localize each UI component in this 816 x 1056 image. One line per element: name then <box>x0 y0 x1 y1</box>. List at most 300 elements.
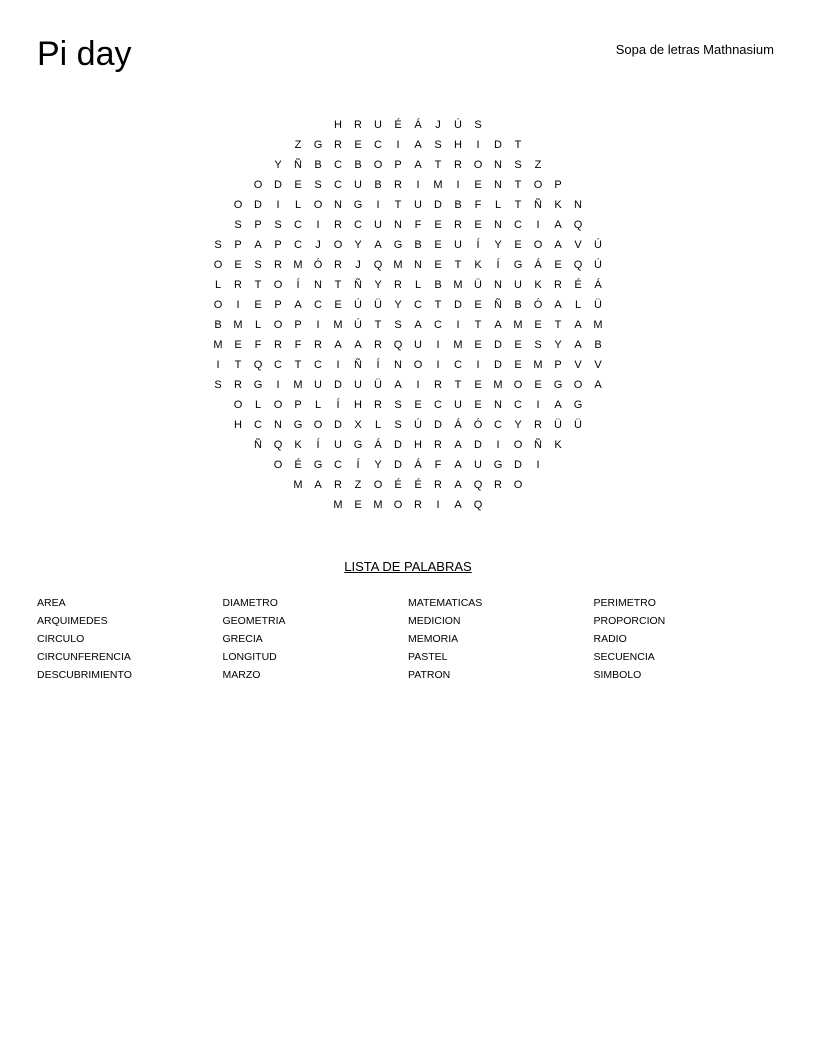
grid-letter: E <box>474 339 482 351</box>
grid-letter: R <box>394 179 402 191</box>
grid-letter: C <box>454 359 462 371</box>
grid-letter: T <box>474 319 482 331</box>
grid-letter: D <box>274 179 282 191</box>
grid-letter: C <box>514 399 522 411</box>
grid-letter: R <box>334 139 342 151</box>
grid-letter: G <box>293 419 303 431</box>
grid-letter: U <box>374 119 382 131</box>
grid-letter: Ü <box>374 379 382 391</box>
grid-letter: M <box>433 179 443 191</box>
grid-letter: Ñ <box>294 159 302 171</box>
grid-letter: Q <box>393 339 403 351</box>
grid-letter: T <box>234 359 242 371</box>
grid-row <box>208 375 608 395</box>
grid-letter: R <box>234 379 242 391</box>
grid-letter: E <box>514 239 522 251</box>
grid-letter: R <box>274 339 282 351</box>
grid-letter: R <box>334 219 342 231</box>
grid-letter: E <box>534 319 542 331</box>
grid-row <box>208 255 608 275</box>
grid-letter: R <box>434 379 442 391</box>
grid-letter: Q <box>273 439 283 451</box>
grid-row <box>208 315 608 335</box>
grid-letter: A <box>554 219 562 231</box>
grid-letter: R <box>494 479 502 491</box>
grid-letter: L <box>254 319 262 331</box>
grid-letter: O <box>273 459 283 471</box>
grid-letter: Y <box>374 459 382 471</box>
grid-letter: G <box>513 259 523 271</box>
grid-letter: M <box>453 339 463 351</box>
grid-letter: E <box>474 299 482 311</box>
grid-letter: Z <box>534 159 542 171</box>
word-list-item: DIAMETRO <box>222 597 278 609</box>
grid-letter: I <box>336 359 340 371</box>
grid-letter: G <box>493 459 503 471</box>
grid-letter: U <box>514 279 522 291</box>
grid-letter: Ú <box>594 239 602 251</box>
word-list-item: MEDICION <box>408 615 461 627</box>
grid-letter: L <box>574 299 582 311</box>
grid-letter: U <box>454 239 462 251</box>
grid-row <box>208 395 608 415</box>
grid-letter: E <box>474 399 482 411</box>
grid-letter: E <box>474 179 482 191</box>
grid-row <box>208 475 608 495</box>
grid-letter: Q <box>253 359 263 371</box>
word-list-column <box>37 594 217 684</box>
grid-letter: O <box>253 179 263 191</box>
grid-letter: A <box>574 339 582 351</box>
grid-letter: L <box>214 279 222 291</box>
grid-letter: J <box>315 239 321 251</box>
grid-letter: Q <box>473 499 483 511</box>
grid-letter: D <box>394 459 402 471</box>
grid-letter: O <box>233 199 243 211</box>
grid-letter: N <box>414 259 422 271</box>
grid-letter: Y <box>514 419 522 431</box>
grid-letter: T <box>334 279 342 291</box>
grid-letter: T <box>374 319 382 331</box>
grid-letter: E <box>294 179 302 191</box>
grid-letter: Z <box>294 139 302 151</box>
grid-letter: L <box>254 399 262 411</box>
grid-letter: O <box>513 479 523 491</box>
grid-letter: Í <box>296 279 300 291</box>
grid-letter: U <box>314 379 322 391</box>
grid-letter: C <box>314 299 322 311</box>
grid-letter: Ú <box>454 119 462 131</box>
grid-letter: Ó <box>473 419 483 431</box>
grid-letter: O <box>373 159 383 171</box>
grid-letter: E <box>514 339 522 351</box>
grid-letter: É <box>394 119 402 131</box>
grid-letter: U <box>414 199 422 211</box>
grid-letter: S <box>214 379 222 391</box>
grid-letter: A <box>394 379 402 391</box>
grid-letter: M <box>213 339 223 351</box>
grid-letter: G <box>353 199 363 211</box>
grid-letter: C <box>334 459 342 471</box>
grid-letter: N <box>494 399 502 411</box>
grid-letter: O <box>213 259 223 271</box>
grid-letter: T <box>514 199 522 211</box>
grid-letter: B <box>514 299 522 311</box>
grid-letter: O <box>373 479 383 491</box>
grid-letter: D <box>494 139 502 151</box>
grid-letter: I <box>536 219 540 231</box>
grid-letter: A <box>554 299 562 311</box>
grid-letter: R <box>274 259 282 271</box>
grid-letter: C <box>354 219 362 231</box>
grid-letter: C <box>434 399 442 411</box>
grid-letter: Ü <box>594 299 602 311</box>
grid-letter: I <box>216 359 220 371</box>
grid-letter: Y <box>394 299 402 311</box>
grid-letter: C <box>334 179 342 191</box>
grid-letter: T <box>254 279 262 291</box>
grid-letter: D <box>254 199 262 211</box>
grid-letter: S <box>314 179 322 191</box>
grid-letter: O <box>313 199 323 211</box>
grid-letter: H <box>414 439 422 451</box>
grid-letter: É <box>394 479 402 491</box>
grid-letter: R <box>334 259 342 271</box>
grid-letter: E <box>434 239 442 251</box>
grid-row <box>208 115 608 135</box>
grid-letter: G <box>313 139 323 151</box>
grid-letter: A <box>454 459 462 471</box>
grid-letter: C <box>294 219 302 231</box>
grid-letter: U <box>354 379 362 391</box>
grid-letter: M <box>293 379 303 391</box>
grid-letter: A <box>454 479 462 491</box>
grid-letter: Á <box>414 459 422 471</box>
grid-letter: Ñ <box>534 439 542 451</box>
grid-row <box>208 195 608 215</box>
grid-row <box>208 215 608 235</box>
grid-letter: N <box>574 199 582 211</box>
grid-letter: U <box>474 459 482 471</box>
grid-letter: A <box>314 479 322 491</box>
grid-letter: L <box>494 199 502 211</box>
grid-letter: Ó <box>313 259 323 271</box>
grid-letter: I <box>436 339 440 351</box>
grid-letter: R <box>414 499 422 511</box>
word-list-item: RADIO <box>593 633 627 645</box>
grid-letter: N <box>394 359 402 371</box>
word-list-item: GRECIA <box>222 633 263 645</box>
grid-letter: F <box>434 459 442 471</box>
grid-letter: Í <box>376 359 380 371</box>
grid-letter: P <box>254 219 262 231</box>
grid-letter: O <box>413 359 423 371</box>
grid-letter: R <box>374 339 382 351</box>
grid-letter: D <box>434 419 442 431</box>
page-subtitle: Sopa de letras Mathnasium <box>615 42 774 57</box>
grid-letter: S <box>394 319 402 331</box>
grid-letter: O <box>513 439 523 451</box>
grid-letter: E <box>254 299 262 311</box>
grid-letter: T <box>434 299 442 311</box>
word-list-item: MARZO <box>222 669 261 681</box>
grid-letter: T <box>514 179 522 191</box>
grid-letter: Í <box>476 239 480 251</box>
grid-letter: Ñ <box>254 439 262 451</box>
word-list-item: SIMBOLO <box>593 669 642 681</box>
grid-letter: I <box>496 439 500 451</box>
grid-letter: C <box>314 359 322 371</box>
grid-letter: A <box>414 319 422 331</box>
grid-letter: I <box>536 399 540 411</box>
grid-letter: O <box>273 319 283 331</box>
grid-letter: A <box>414 139 422 151</box>
grid-letter: I <box>456 319 460 331</box>
grid-letter: K <box>474 259 482 271</box>
grid-letter: Q <box>573 219 583 231</box>
grid-letter: H <box>334 119 342 131</box>
grid-letter: H <box>454 139 462 151</box>
grid-letter: C <box>414 299 422 311</box>
grid-letter: A <box>554 239 562 251</box>
grid-letter: L <box>314 399 322 411</box>
grid-letter: M <box>333 319 343 331</box>
grid-row <box>208 175 608 195</box>
grid-letter: C <box>434 319 442 331</box>
word-list-item: MATEMATICAS <box>408 597 483 609</box>
grid-letter: N <box>494 219 502 231</box>
grid-letter: E <box>414 399 422 411</box>
grid-letter: U <box>454 399 462 411</box>
grid-letter: G <box>253 379 263 391</box>
grid-letter: O <box>233 399 243 411</box>
grid-letter: T <box>454 379 462 391</box>
grid-letter: A <box>494 319 502 331</box>
grid-letter: I <box>316 219 320 231</box>
grid-letter: H <box>234 419 242 431</box>
grid-letter: Y <box>274 159 282 171</box>
grid-letter: N <box>494 279 502 291</box>
grid-letter: Ü <box>554 419 562 431</box>
grid-letter: E <box>554 259 562 271</box>
grid-letter: I <box>376 199 380 211</box>
grid-letter: L <box>414 279 422 291</box>
grid-letter: G <box>313 459 323 471</box>
grid-letter: P <box>554 179 562 191</box>
grid-letter: E <box>474 219 482 231</box>
grid-letter: U <box>374 219 382 231</box>
grid-letter: Ñ <box>354 359 362 371</box>
word-list-item: PERIMETRO <box>593 597 656 609</box>
grid-letter: E <box>514 359 522 371</box>
grid-letter: P <box>234 239 242 251</box>
grid-letter: A <box>294 299 302 311</box>
grid-letter: R <box>394 279 402 291</box>
grid-letter: E <box>474 379 482 391</box>
grid-letter: Q <box>373 259 383 271</box>
grid-letter: B <box>374 179 382 191</box>
grid-letter: V <box>574 239 582 251</box>
grid-letter: D <box>334 419 342 431</box>
grid-letter: Á <box>594 279 602 291</box>
grid-row <box>208 455 608 475</box>
grid-letter: Q <box>473 479 483 491</box>
grid-letter: É <box>414 479 422 491</box>
grid-letter: M <box>513 319 523 331</box>
grid-letter: D <box>494 359 502 371</box>
word-list-item: GEOMETRIA <box>222 615 286 627</box>
grid-letter: Y <box>374 279 382 291</box>
grid-letter: T <box>294 359 302 371</box>
grid-letter: R <box>374 399 382 411</box>
grid-letter: O <box>393 499 403 511</box>
word-list-item: ARQUIMEDES <box>37 615 108 627</box>
word-list-column <box>408 594 588 684</box>
grid-letter: I <box>476 359 480 371</box>
grid-letter: M <box>373 499 383 511</box>
grid-row <box>208 135 608 155</box>
grid-letter: B <box>454 199 462 211</box>
grid-letter: N <box>494 179 502 191</box>
grid-letter: Ó <box>533 299 543 311</box>
word-list-title: LISTA DE PALABRAS <box>344 559 472 574</box>
grid-letter: M <box>533 359 543 371</box>
grid-letter: X <box>354 419 362 431</box>
grid-letter: N <box>314 279 322 291</box>
grid-letter: Í <box>496 259 500 271</box>
grid-letter: S <box>234 219 242 231</box>
grid-letter: I <box>536 459 540 471</box>
grid-letter: B <box>214 319 222 331</box>
grid-letter: M <box>493 379 503 391</box>
word-list-item: PROPORCION <box>593 615 666 627</box>
grid-letter: R <box>314 339 322 351</box>
grid-letter: P <box>294 399 302 411</box>
grid-letter: T <box>394 199 402 211</box>
word-list-column <box>223 594 403 684</box>
grid-letter: I <box>416 379 420 391</box>
grid-letter: I <box>476 139 480 151</box>
grid-letter: K <box>554 439 562 451</box>
grid-letter: M <box>293 479 303 491</box>
grid-letter: Á <box>374 439 382 451</box>
grid-letter: H <box>354 399 362 411</box>
grid-letter: R <box>454 219 462 231</box>
grid-letter: T <box>434 159 442 171</box>
grid-letter: E <box>534 379 542 391</box>
grid-row <box>208 415 608 435</box>
word-list-item: LONGITUD <box>222 651 277 663</box>
grid-letter: C <box>334 159 342 171</box>
grid-letter: S <box>394 399 402 411</box>
grid-row <box>208 435 608 455</box>
grid-letter: L <box>374 419 382 431</box>
grid-letter: O <box>513 379 523 391</box>
grid-letter: D <box>394 439 402 451</box>
grid-letter: A <box>254 239 262 251</box>
grid-letter: P <box>294 319 302 331</box>
grid-letter: Q <box>573 259 583 271</box>
grid-letter: O <box>273 279 283 291</box>
grid-letter: K <box>294 439 302 451</box>
grid-letter: B <box>434 279 442 291</box>
grid-letter: A <box>454 499 462 511</box>
grid-letter: I <box>396 139 400 151</box>
grid-letter: Ü <box>374 299 382 311</box>
grid-letter: T <box>514 139 522 151</box>
grid-letter: M <box>293 259 303 271</box>
grid-letter: R <box>454 159 462 171</box>
grid-letter: R <box>434 479 442 491</box>
grid-letter: Í <box>316 439 320 451</box>
grid-letter: R <box>334 479 342 491</box>
grid-letter: Í <box>336 399 340 411</box>
grid-letter: M <box>333 499 343 511</box>
grid-letter: I <box>276 379 280 391</box>
grid-letter: D <box>514 459 522 471</box>
grid-letter: I <box>416 179 420 191</box>
grid-letter: M <box>393 259 403 271</box>
letter-grid <box>208 115 608 515</box>
grid-letter: U <box>334 439 342 451</box>
grid-row <box>208 235 608 255</box>
grid-letter: F <box>294 339 302 351</box>
grid-letter: E <box>334 299 342 311</box>
grid-letter: Ú <box>594 259 602 271</box>
grid-letter: R <box>554 279 562 291</box>
grid-letter: C <box>294 239 302 251</box>
grid-letter: Ü <box>474 279 482 291</box>
grid-letter: E <box>234 339 242 351</box>
grid-letter: A <box>454 439 462 451</box>
grid-letter: D <box>334 379 342 391</box>
grid-letter: T <box>554 319 562 331</box>
grid-letter: G <box>553 379 563 391</box>
grid-letter: E <box>234 259 242 271</box>
grid-letter: P <box>274 239 282 251</box>
grid-row <box>208 295 608 315</box>
grid-letter: Ñ <box>534 199 542 211</box>
grid-letter: U <box>414 339 422 351</box>
grid-letter: S <box>394 419 402 431</box>
grid-letter: C <box>254 419 262 431</box>
word-list-item: CIRCUNFERENCIA <box>37 651 131 663</box>
grid-letter: I <box>276 199 280 211</box>
grid-letter: S <box>214 239 222 251</box>
grid-letter: Ú <box>414 419 422 431</box>
grid-row <box>208 155 608 175</box>
grid-letter: G <box>393 239 403 251</box>
grid-letter: Á <box>414 119 422 131</box>
grid-letter: Z <box>354 479 362 491</box>
grid-letter: O <box>213 299 223 311</box>
grid-letter: B <box>354 159 362 171</box>
grid-letter: Á <box>454 419 462 431</box>
grid-letter: D <box>434 199 442 211</box>
grid-letter: S <box>434 139 442 151</box>
grid-letter: O <box>533 239 543 251</box>
grid-letter: I <box>436 359 440 371</box>
grid-letter: O <box>573 379 583 391</box>
word-list-item: PASTEL <box>408 651 448 663</box>
grid-letter: M <box>593 319 603 331</box>
grid-letter: P <box>554 359 562 371</box>
grid-letter: S <box>254 259 262 271</box>
word-list-item: SECUENCIA <box>593 651 655 663</box>
grid-letter: G <box>353 439 363 451</box>
grid-letter: C <box>514 219 522 231</box>
grid-letter: S <box>534 339 542 351</box>
